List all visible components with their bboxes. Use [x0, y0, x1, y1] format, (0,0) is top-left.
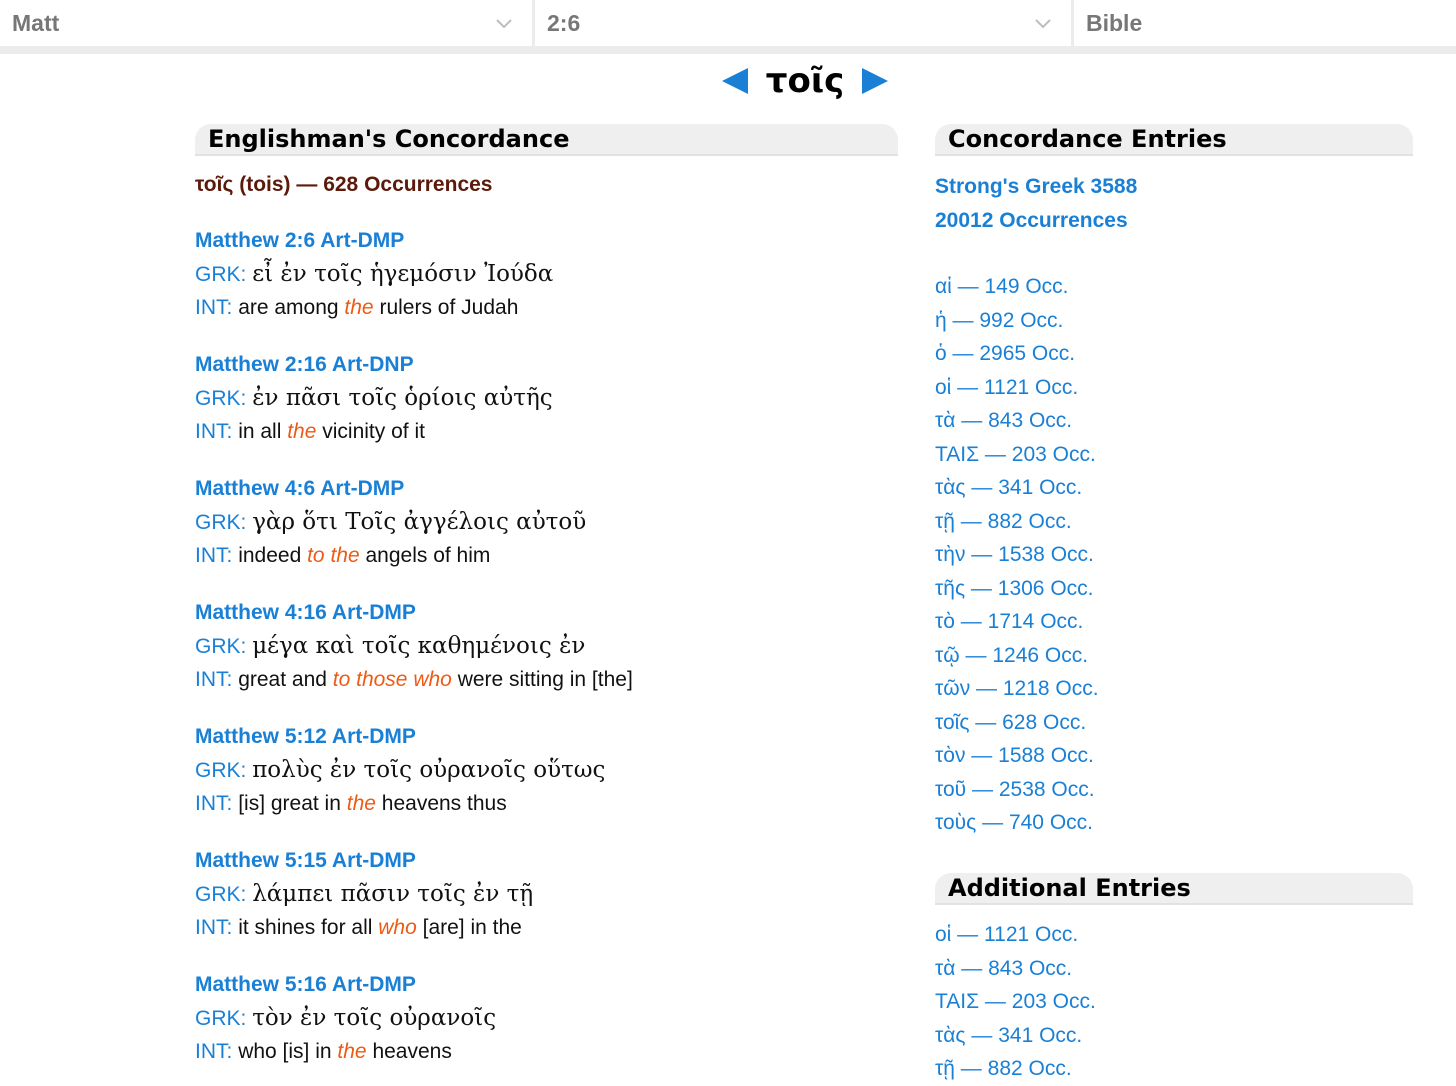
list-item	[935, 270, 1415, 304]
verse-reference-link[interactable]: Matthew 5:12 Art-DMP	[195, 725, 416, 748]
greek-text: λάμπει πᾶσιν τοῖς ἐν τῇ	[252, 881, 534, 907]
list-item	[935, 538, 1415, 572]
interlinear-text-post: heavens thus	[375, 792, 507, 815]
section-heading: Concordance Entries	[948, 125, 1227, 153]
list-item	[935, 304, 1415, 338]
greek-line	[195, 1000, 895, 1036]
int-label: INT:	[195, 668, 233, 691]
list-item	[935, 706, 1415, 740]
form-list	[935, 270, 1415, 840]
form-occurrence-link[interactable]: ὁ — 2965 Occ.	[935, 342, 1076, 365]
interlinear-line	[195, 540, 895, 572]
list-item	[935, 1019, 1415, 1053]
greek-line	[195, 504, 895, 540]
grk-label: GRK:	[195, 387, 247, 410]
additional-form-list	[935, 918, 1415, 1086]
concordance-entry	[195, 474, 895, 572]
additional-entries	[935, 918, 1415, 1086]
page-title: τοῖς	[765, 61, 845, 101]
greek-line	[195, 380, 895, 416]
interlinear-text-pre: indeed	[238, 544, 308, 567]
interlinear-line	[195, 912, 895, 944]
top-select-bar	[0, 0, 1456, 46]
interlinear-highlight: to the	[307, 544, 360, 567]
form-occurrence-link[interactable]: τὸ — 1714 Occ.	[935, 610, 1084, 633]
greek-line	[195, 256, 895, 292]
greek-text: τὸν ἐν τοῖς οὐρανοῖς	[252, 1005, 497, 1031]
int-label: INT:	[195, 916, 233, 939]
grk-label: GRK:	[195, 511, 247, 534]
triangle-left-icon[interactable]	[720, 66, 750, 96]
interlinear-text-post: were sitting in [the]	[451, 668, 633, 691]
int-label: INT:	[195, 544, 233, 567]
concordance-entry	[195, 846, 895, 944]
interlinear-line	[195, 788, 895, 820]
list-item	[935, 505, 1415, 539]
form-occurrence-link[interactable]: ΤΑΙΣ — 203 Occ.	[935, 990, 1096, 1013]
concordance-entries	[935, 170, 1415, 840]
grk-label: GRK:	[195, 759, 247, 782]
interlinear-highlight: who	[378, 916, 417, 939]
strongs-link[interactable]: Strong's Greek 3588	[935, 175, 1138, 198]
form-occurrence-link[interactable]: οἱ — 1121 Occ.	[935, 375, 1079, 399]
total-occurrences-link[interactable]: 20012 Occurrences	[935, 209, 1128, 232]
greek-text: γὰρ ὅτι Τοῖς ἀγγέλοις αὐτοῦ	[252, 509, 587, 535]
concordance-entry	[195, 970, 895, 1068]
int-label: INT:	[195, 1040, 233, 1063]
interlinear-line	[195, 1036, 895, 1068]
interlinear-text-post: angels of him	[359, 544, 491, 567]
int-label: INT:	[195, 792, 233, 815]
form-occurrence-link[interactable]: τὰς — 341 Occ.	[935, 476, 1083, 499]
list-item	[935, 605, 1415, 639]
interlinear-line	[195, 292, 895, 324]
form-occurrence-link[interactable]: αἱ — 149 Occ.	[935, 275, 1069, 298]
interlinear-text-post: rulers of Judah	[373, 296, 519, 319]
englishmans-concordance-header	[195, 124, 898, 156]
interlinear-text-pre: great and	[238, 668, 333, 691]
section-heading: Englishman's Concordance	[208, 125, 570, 153]
form-occurrence-link[interactable]: τῶν — 1218 Occ.	[935, 677, 1099, 700]
chevron-down-icon	[1033, 13, 1053, 33]
triangle-right-icon[interactable]	[860, 66, 890, 96]
list-item	[935, 337, 1415, 371]
chevron-down-icon	[494, 13, 514, 33]
version-select-value: Bible	[1086, 9, 1143, 36]
occurrence-count: τοῖς (tois) — 628 Occurrences	[195, 173, 493, 196]
list-item	[935, 404, 1415, 438]
interlinear-text-pre: are among	[238, 296, 345, 319]
interlinear-line	[195, 416, 895, 448]
verse-reference-link[interactable]: Matthew 4:6 Art-DMP	[195, 477, 405, 500]
verse-reference-link[interactable]: Matthew 4:16 Art-DMP	[195, 601, 416, 624]
greek-line	[195, 628, 895, 664]
concordance-entry	[195, 350, 895, 448]
grk-label: GRK:	[195, 1007, 247, 1030]
interlinear-text-pre: who [is] in	[238, 1040, 338, 1063]
list-item	[935, 985, 1415, 1019]
verse-select[interactable]	[535, 0, 1074, 46]
form-occurrence-link[interactable]: τὰ — 843 Occ.	[935, 956, 1073, 980]
interlinear-text-post: vicinity of it	[316, 420, 425, 443]
concordance-entries-header	[935, 124, 1413, 156]
form-occurrence-link[interactable]: τὰς — 341 Occ.	[935, 1023, 1083, 1047]
form-occurrence-link[interactable]: τὰ — 843 Occ.	[935, 409, 1073, 432]
greek-text: μέγα καὶ τοῖς καθημένοις ἐν	[252, 633, 586, 659]
concordance-results	[195, 170, 895, 1068]
interlinear-line	[195, 664, 895, 696]
concordance-entry	[195, 722, 895, 820]
form-occurrence-link[interactable]: τοῦ — 2538 Occ.	[935, 777, 1095, 801]
form-occurrence-link[interactable]: ἡ — 992 Occ.	[935, 308, 1064, 332]
list-item	[935, 371, 1415, 405]
form-occurrence-link[interactable]: τῆς — 1306 Occ.	[935, 576, 1094, 600]
list-item	[935, 572, 1415, 606]
interlinear-text-pre: it shines for all	[238, 916, 379, 939]
list-item	[935, 1052, 1415, 1086]
verse-reference-link[interactable]: Matthew 2:6 Art-DMP	[195, 229, 405, 252]
list-item	[935, 773, 1415, 807]
grk-label: GRK:	[195, 635, 247, 658]
form-occurrence-link[interactable]: τῇ — 882 Occ.	[935, 509, 1072, 533]
interlinear-text-post: heavens	[366, 1040, 452, 1063]
form-occurrence-link[interactable]: οἱ — 1121 Occ.	[935, 923, 1079, 946]
interlinear-text-pre: [is] great in	[238, 792, 347, 815]
form-occurrence-link[interactable]: ΤΑΙΣ — 203 Occ.	[935, 442, 1096, 466]
int-label: INT:	[195, 296, 233, 319]
grk-label: GRK:	[195, 263, 247, 286]
int-label: INT:	[195, 420, 233, 443]
greek-line	[195, 876, 895, 912]
verse-reference-link[interactable]: Matthew 5:15 Art-DMP	[195, 849, 416, 872]
form-occurrence-link[interactable]: τοῖς — 628 Occ.	[935, 710, 1087, 734]
additional-entries-header	[935, 873, 1413, 905]
greek-line	[195, 752, 895, 788]
verse-select-value: 2:6	[547, 9, 581, 36]
verse-reference-link[interactable]: Matthew 5:16 Art-DMP	[195, 973, 416, 996]
grk-label: GRK:	[195, 883, 247, 906]
interlinear-highlight: to those who	[332, 668, 452, 691]
greek-text: πολὺς ἐν τοῖς οὐρανοῖς οὕτως	[252, 757, 606, 783]
interlinear-text-pre: in all	[238, 420, 288, 443]
book-select-value: Matt	[12, 9, 60, 36]
section-heading: Additional Entries	[948, 874, 1191, 902]
version-select[interactable]	[1074, 0, 1456, 46]
form-occurrence-link[interactable]: τοὺς — 740 Occ.	[935, 811, 1093, 834]
verse-reference-link[interactable]: Matthew 2:16 Art-DNP	[195, 353, 414, 376]
interlinear-highlight: the	[337, 1040, 367, 1063]
concordance-entry	[195, 598, 895, 696]
list-item	[935, 952, 1415, 986]
list-item	[935, 438, 1415, 472]
book-select[interactable]	[0, 0, 535, 46]
list-item	[935, 639, 1415, 673]
greek-text: εἶ ἐν τοῖς ἡγεμόσιν Ἰούδα	[252, 261, 554, 287]
interlinear-highlight: the	[346, 792, 376, 815]
form-occurrence-link[interactable]: τῷ — 1246 Occ.	[935, 643, 1089, 667]
concordance-entry	[195, 226, 895, 324]
word-header	[700, 58, 910, 104]
list-item	[935, 672, 1415, 706]
list-item	[935, 471, 1415, 505]
form-occurrence-link[interactable]: τὸν — 1588 Occ.	[935, 744, 1094, 767]
list-item	[935, 918, 1415, 952]
list-item	[935, 806, 1415, 840]
interlinear-highlight: the	[344, 296, 374, 319]
form-occurrence-link[interactable]: τῇ — 882 Occ.	[935, 1057, 1072, 1080]
interlinear-highlight: the	[287, 420, 317, 443]
list-item	[935, 739, 1415, 773]
interlinear-text-post: [are] in the	[416, 916, 522, 939]
greek-text: ἐν πᾶσι τοῖς ὁρίοις αὐτῆς	[252, 385, 553, 411]
form-occurrence-link[interactable]: τὴν — 1538 Occ.	[935, 543, 1094, 566]
